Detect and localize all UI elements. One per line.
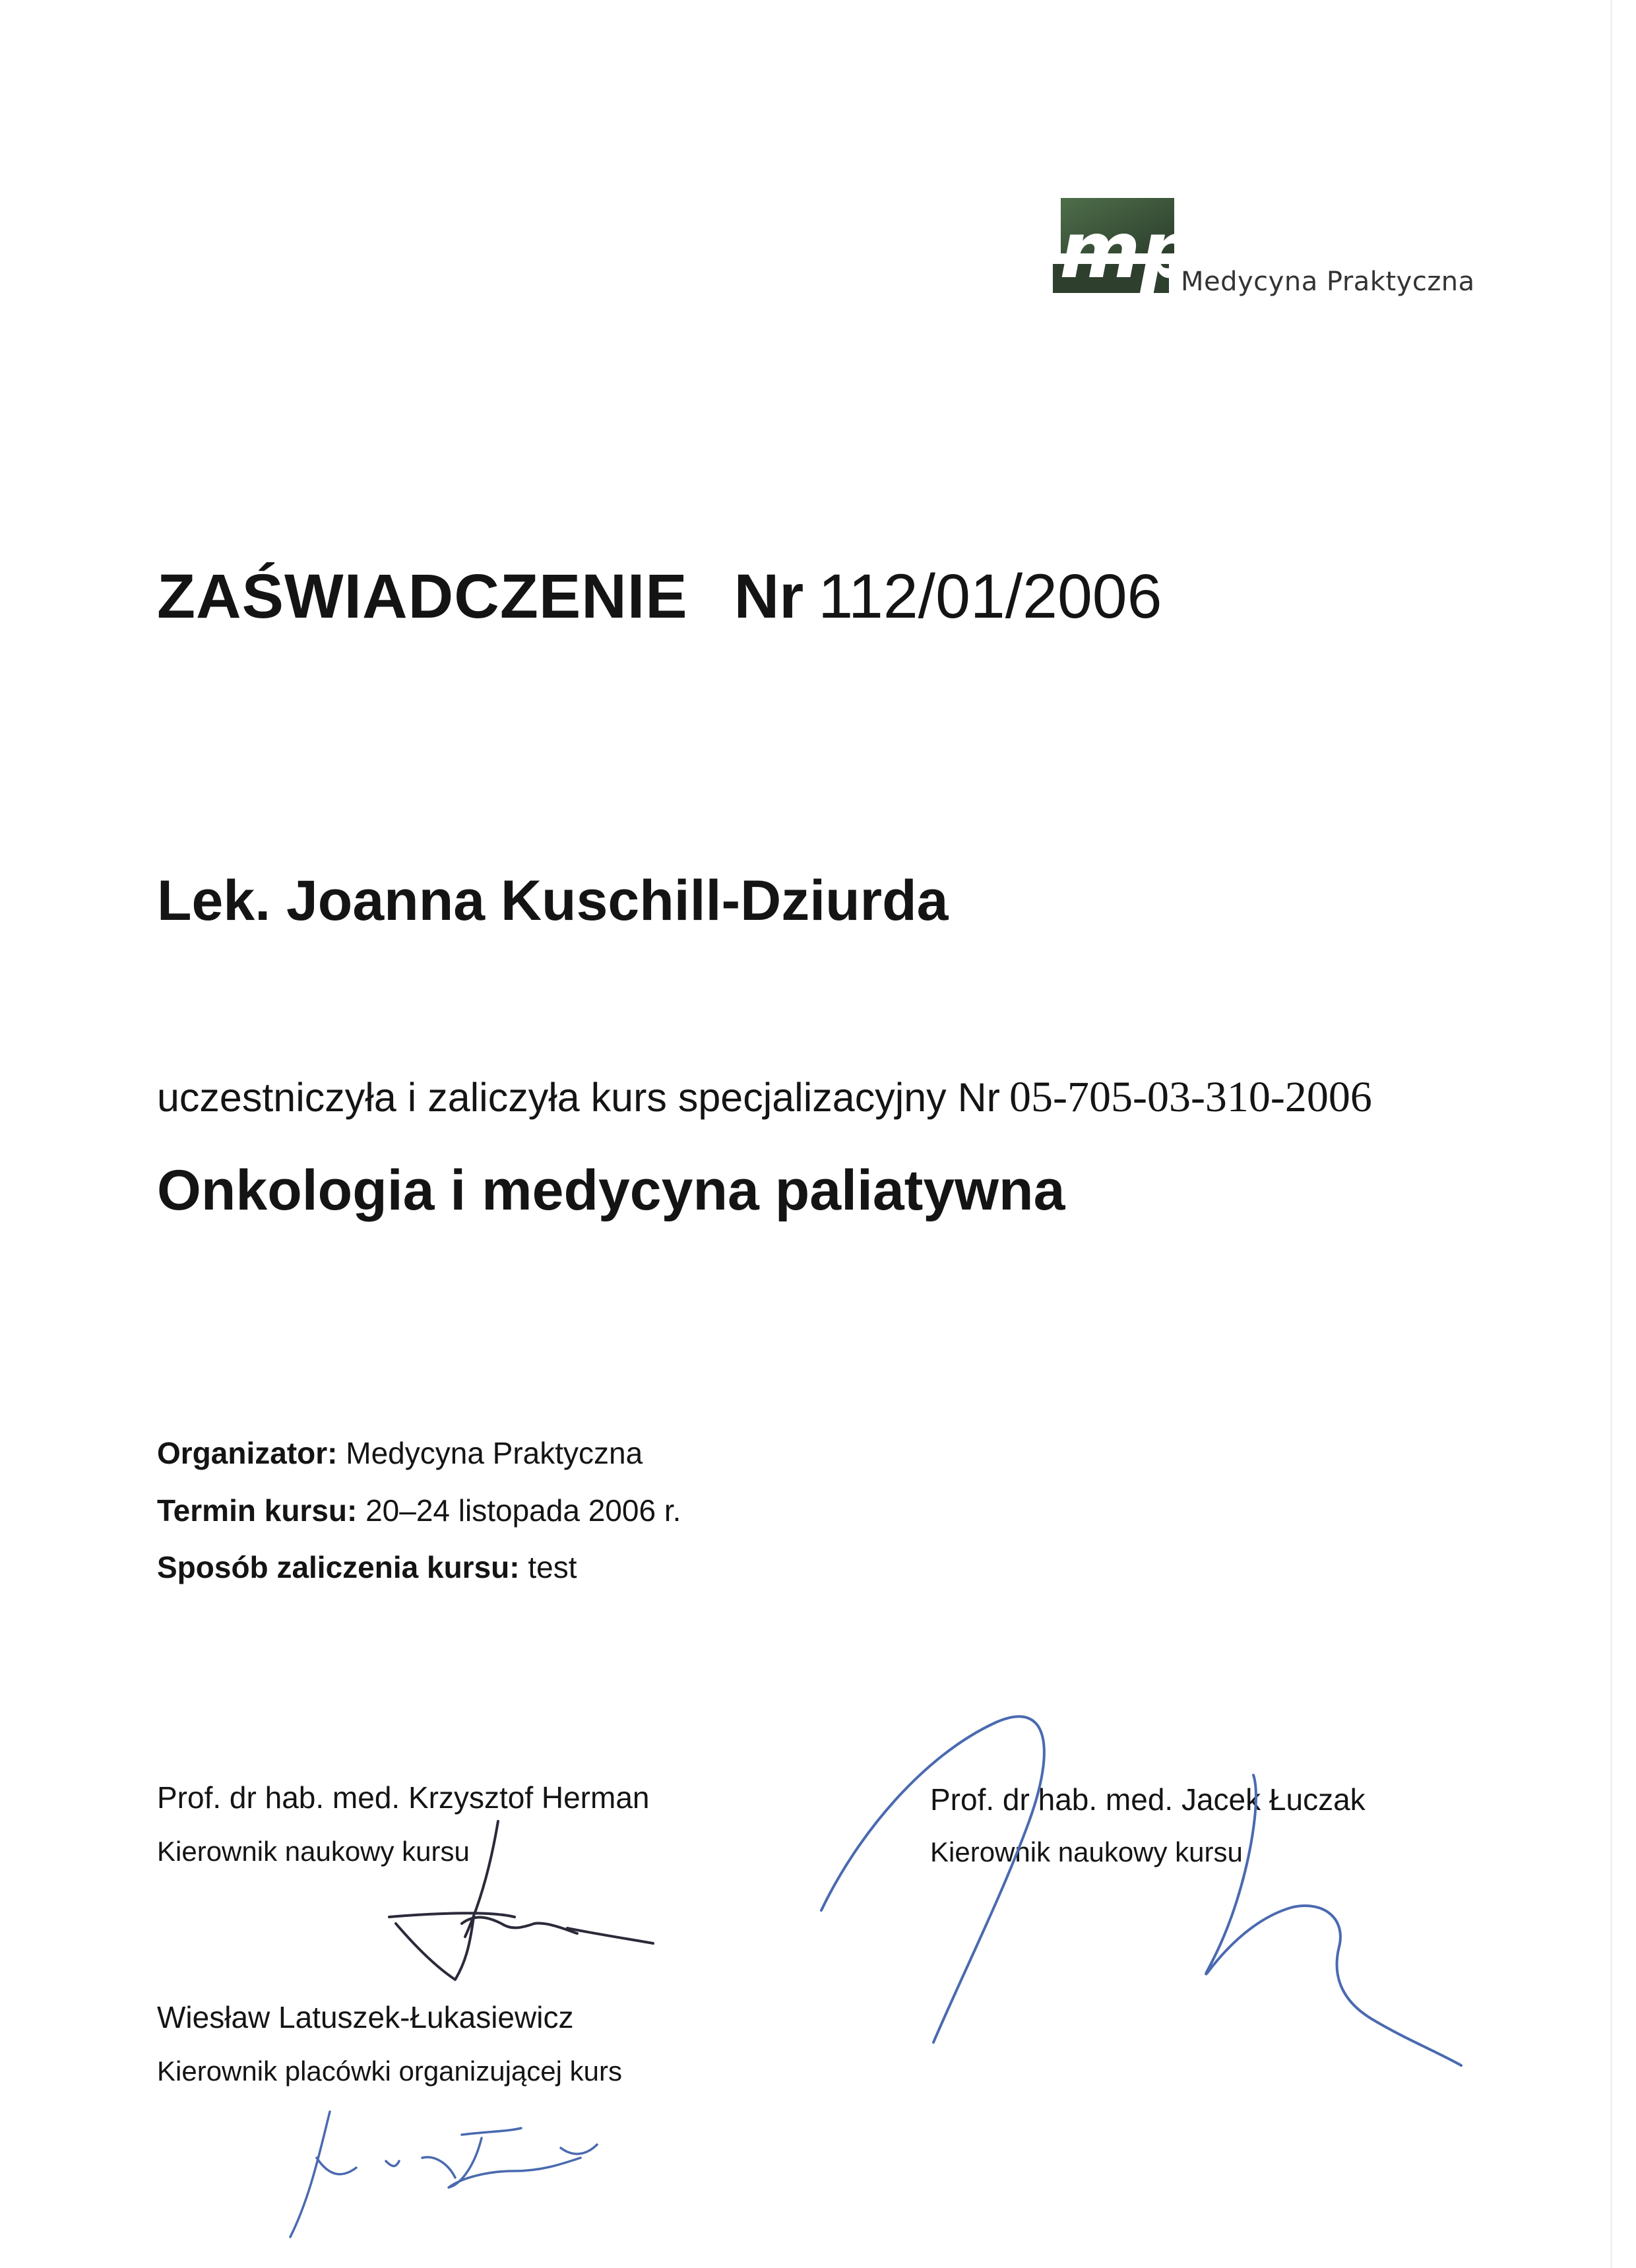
detail-organizer bbox=[157, 1435, 643, 1471]
certificate-number-label: Nr bbox=[734, 562, 804, 632]
detail-course-date bbox=[157, 1493, 681, 1528]
certificate-title bbox=[157, 561, 1162, 633]
signatory-name: Wiesław Latuszek-Łukasiewicz bbox=[157, 2000, 574, 2034]
detail-value: 20–24 listopada 2006 r. bbox=[365, 1493, 681, 1528]
detail-label: Sposób zaliczenia kursu: bbox=[157, 1550, 520, 1584]
detail-completion-method bbox=[157, 1549, 577, 1585]
handwritten-signature-latuszek bbox=[290, 2112, 597, 2237]
detail-value: test bbox=[528, 1550, 577, 1584]
detail-value: Medycyna Praktyczna bbox=[346, 1436, 643, 1470]
signatory-role: Kierownik naukowy kursu bbox=[930, 1836, 1243, 1867]
detail-label: Organizator: bbox=[157, 1436, 338, 1470]
completion-statement bbox=[157, 1072, 1372, 1122]
signatory-name: Prof. dr hab. med. Jacek Łuczak bbox=[930, 1782, 1366, 1817]
logo-name: Medycyna Praktyczna bbox=[1181, 267, 1475, 297]
signatory-name: Prof. dr hab. med. Krzysztof Herman bbox=[157, 1780, 650, 1815]
logo-mark: mp bbox=[1059, 205, 1197, 296]
mp-logo bbox=[1049, 193, 1197, 298]
certificate-number: 112/01/2006 bbox=[818, 562, 1162, 632]
course-number: 05-705-03-310-2006 bbox=[1009, 1073, 1372, 1121]
recipient-name: Lek. Joanna Kuschill-Dziurda bbox=[157, 869, 949, 932]
course-name: Onkologia i medycyna paliatywna bbox=[157, 1159, 1065, 1222]
handwritten-signature-luczak bbox=[821, 1716, 1461, 2065]
signatory-role: Kierownik naukowy kursu bbox=[157, 1836, 470, 1867]
statement-text: uczestniczyła i zaliczyła kurs specjalizacyjny Nr bbox=[157, 1075, 1000, 1120]
detail-label: Termin kursu: bbox=[157, 1493, 358, 1528]
page-edge bbox=[1610, 0, 1612, 2268]
signatory-role: Kierownik placówki organizującej kurs bbox=[157, 2056, 622, 2087]
certificate-heading: ZAŚWIADCZENIE bbox=[157, 562, 688, 632]
